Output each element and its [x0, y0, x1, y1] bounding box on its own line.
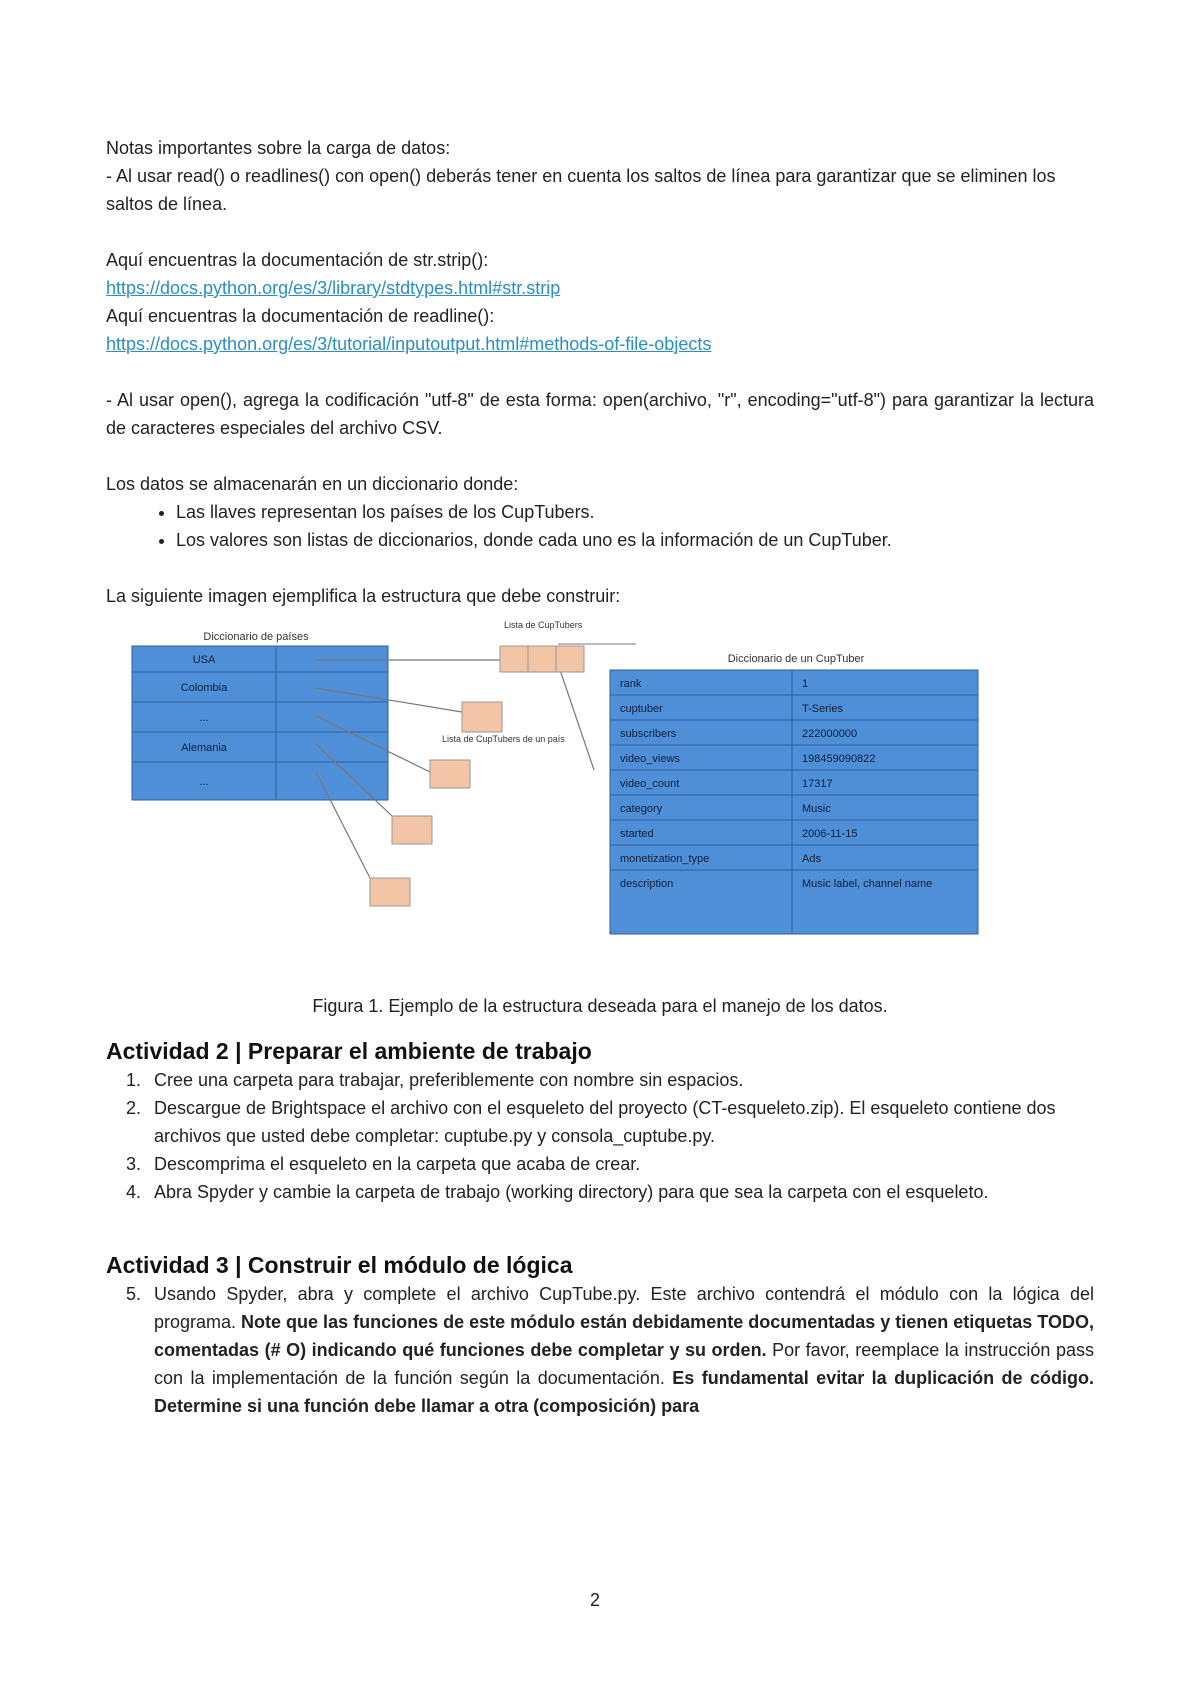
dict-key-colombia: Colombia — [180, 682, 228, 694]
cuptuber-header: Diccionario de un CupTuber — [727, 653, 865, 665]
list-box-4 — [392, 816, 432, 844]
note-readline: - Al usar read() o readlines() con open() deberás tener en cuenta los saltos de línea para garantizar que se eliminen los saltos de línea. — [106, 166, 1056, 214]
activity2-title: Actividad 2 | Preparar el ambiente de trabajo — [106, 1038, 592, 1064]
step5-text-2: Por favor, reemplace la instrucción pass con la implementación de la función según la documentación. — [154, 1340, 1094, 1388]
step5-bold-1: Note que las funciones de este módulo están debidamente documentadas y tienen etiquetas TODO, comentadas (# O) indicando qué funciones debe completar y su orden. — [154, 1312, 1094, 1360]
cuptuber-key-rank: rank — [620, 678, 642, 690]
cuptuber-value-rank: 1 — [802, 678, 809, 690]
cuptuber-key-subscribers: subscribers — [620, 728, 677, 740]
strip-doc-link[interactable]: https://docs.python.org/es/3/library/stdtypes.html#str.strip — [106, 278, 561, 298]
dict-header: Diccionario de países — [203, 631, 309, 643]
cuptuber-key-category: category — [620, 803, 663, 815]
structure-bullets — [106, 498, 1094, 554]
activity2-steps — [106, 1066, 1094, 1206]
list-sublabel: Lista de CupTubers de un país — [442, 734, 565, 744]
list-box-colombia — [462, 702, 502, 732]
cuptuber-key-started: started — [620, 828, 654, 840]
cuptuber-key-description: description — [620, 878, 674, 890]
readline-doc-label: Aquí encuentras la documentación de readline(): — [106, 306, 495, 326]
activity3-title: Actividad 3 | Construir el módulo de lógica — [106, 1252, 573, 1278]
activity3-step-5 — [146, 1280, 1094, 1420]
figure-caption: Figura 1. Ejemplo de la estructura deseada para el manejo de los datos. — [312, 996, 888, 1016]
cuptuber-key-cuptuber: cuptuber — [620, 703, 663, 715]
activity2-step-4: 4. Abra Spyder y cambie la carpeta de trabajo (working directory) para que sea la carpeta con el esqueleto. — [146, 1178, 1094, 1206]
dict-structure-intro: Los datos se almacenarán en un diccionario donde: — [106, 474, 519, 494]
country-dict — [132, 646, 388, 800]
dict-key-alemania: Alemania — [181, 742, 227, 754]
bullet-keys: • Las llaves representan los países de los CupTubers. — [176, 498, 1094, 526]
dict-key-ellipsis-1: ... — [199, 712, 209, 724]
strip-doc-label: Aquí encuentras la documentación de str.strip(): — [106, 250, 489, 270]
bullet-values: • Los valores son listas de diccionarios, donde cada uno es la información de un CupTuber. — [176, 526, 1094, 554]
cuptuber-value-video_views: 198459090822 — [802, 753, 876, 765]
activity2-step-1: 1. Cree una carpeta para trabajar, preferiblemente con nombre sin espacios. — [146, 1066, 1094, 1094]
list-box-alemania — [430, 760, 470, 788]
note-encoding: - Al usar open(), agrega la codificación "utf-8" de esta forma: open(archivo, "r", encoding="utf-8") para garantizar la lectura de caracteres especiales del archivo CSV. — [106, 390, 1094, 438]
activity2-step-3: 3. Descomprima el esqueleto en la carpeta que acaba de crear. — [146, 1150, 1094, 1178]
step5-bold-2: Es fundamental evitar la duplicación de código. Determine si una función debe llamar a otra (composición) para — [154, 1368, 1095, 1416]
cuptuber-value-category: Music — [802, 803, 831, 815]
cuptuber-value-subscribers: 222000000 — [802, 728, 858, 740]
cuptuber-key-video_views: video_views — [620, 753, 680, 765]
list-cell-3 — [556, 646, 584, 672]
list-cell-1 — [500, 646, 528, 672]
cuptuber-key-monetization_type: monetization_type — [620, 853, 710, 865]
dict-key-ellipsis-2: ... — [199, 776, 209, 788]
cuptuber-value-started: 2006-11-15 — [802, 828, 858, 840]
cuptuber-value-monetization_type: Ads — [802, 853, 821, 865]
document-page — [106, 134, 1094, 1420]
cuptuber-value-cuptuber: T-Series — [802, 703, 843, 715]
cuptuber-dict — [610, 670, 978, 934]
cuptuber-value-video_count: 17317 — [802, 778, 833, 790]
cuptuber-value-description: Music label, channel name — [802, 878, 933, 890]
list-box-5 — [370, 878, 410, 906]
dict-key-usa: USA — [192, 654, 216, 666]
step5-text-1: Usando Spyder, abra y complete el archivo CupTube.py. Este archivo contendrá el módulo con la lógica del programa. — [154, 1284, 1094, 1332]
list-header: Lista de CupTubers — [504, 620, 583, 630]
cuptuber-key-video_count: video_count — [620, 778, 680, 790]
activity3-steps — [106, 1280, 1094, 1420]
figure-intro: La siguiente imagen ejemplifica la estructura que debe construir: — [106, 586, 621, 606]
list-cell-2 — [528, 646, 556, 672]
readline-doc-link[interactable]: https://docs.python.org/es/3/tutorial/inputoutput.html#methods-of-file-objects — [106, 334, 712, 354]
notes-heading: Notas importantes sobre la carga de datos: — [106, 138, 451, 158]
page-number: 2 — [589, 1590, 600, 1610]
activity2-step-2: 2. Descargue de Brightspace el archivo con el esqueleto del proyecto (CT-esqueleto.zip). El esqueleto contiene dos archivos que usted debe completar: cuptube.py y consola_cuptube.py. — [146, 1094, 1094, 1150]
structure-figure — [106, 620, 1094, 980]
